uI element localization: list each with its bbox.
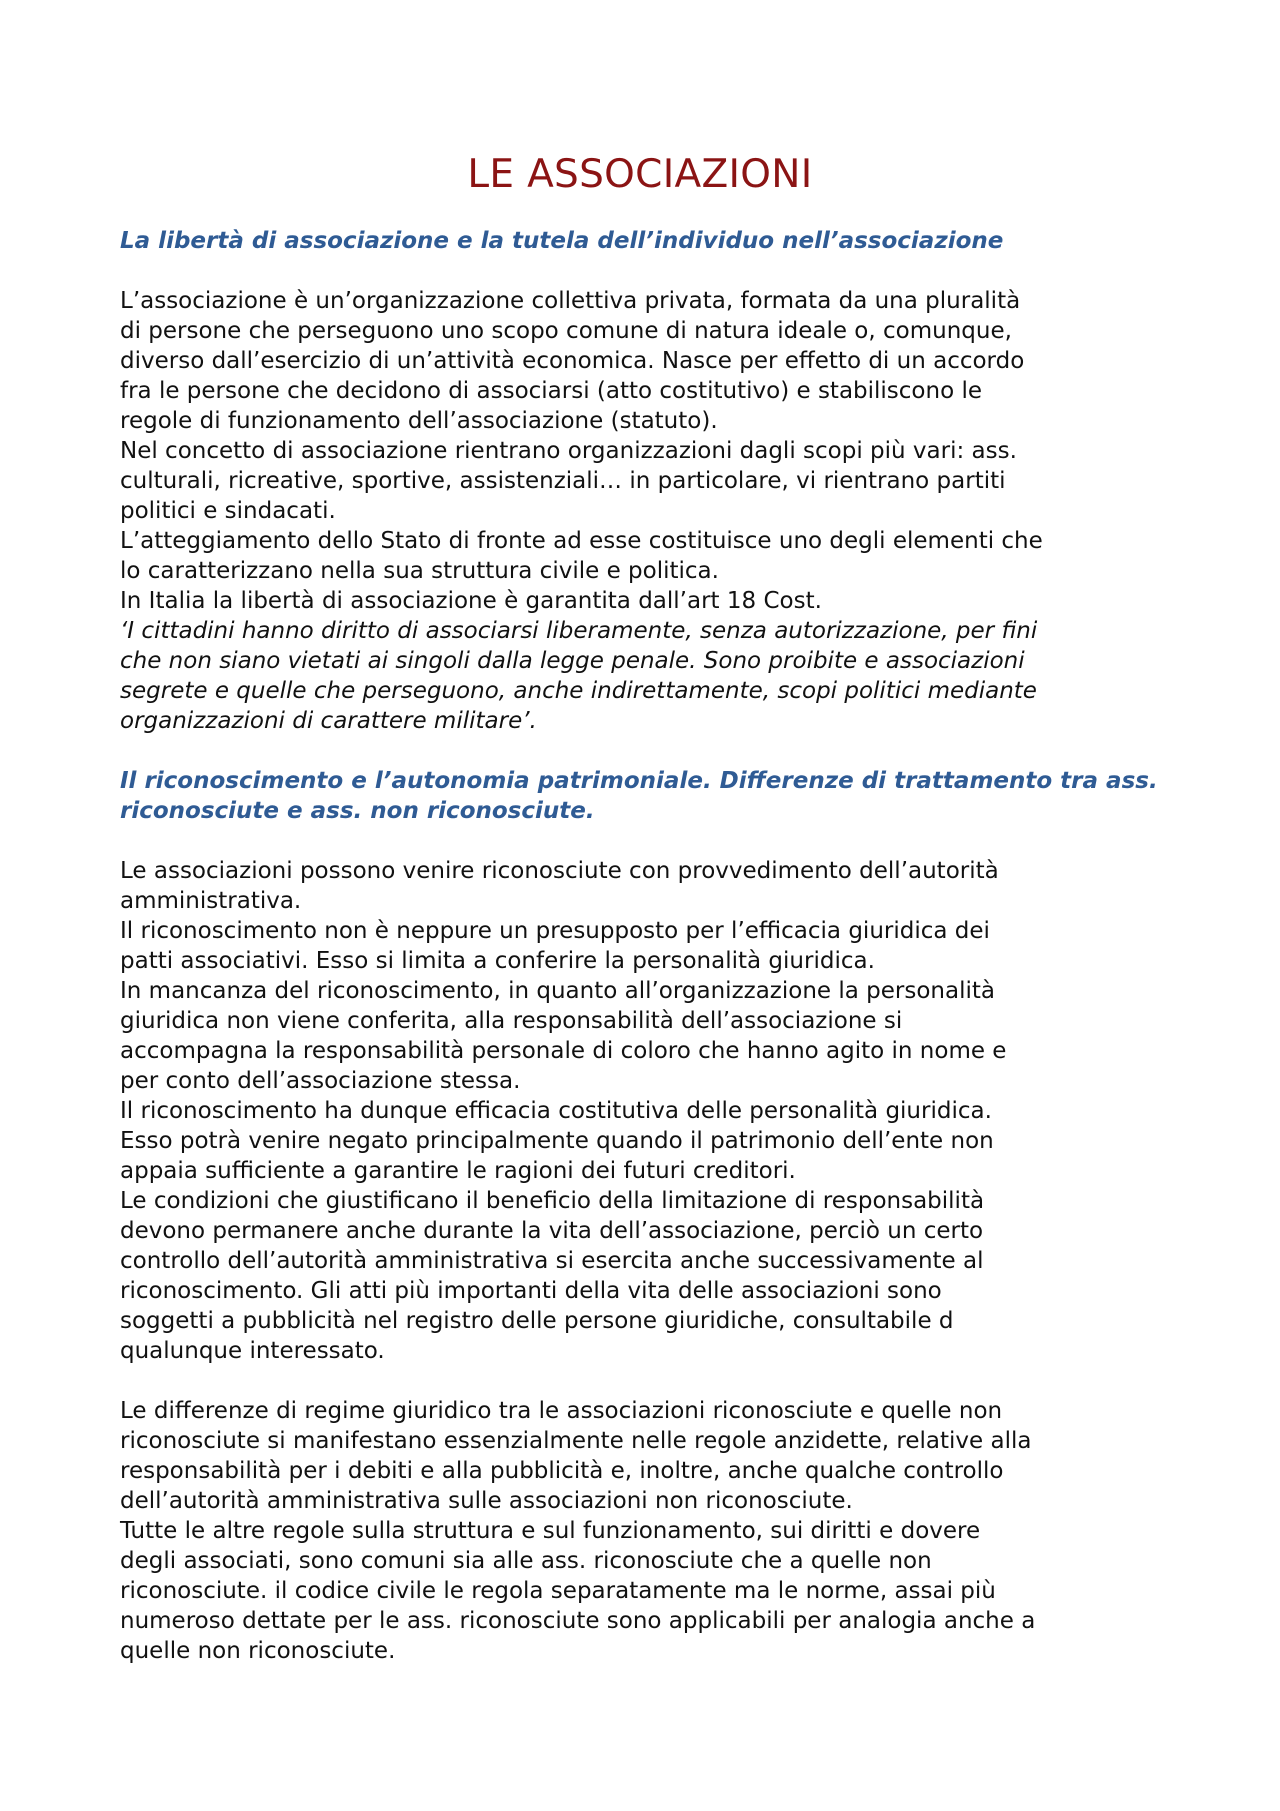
paragraph [120, 1396, 1160, 1516]
text-line: soggetti a pubblicità nel registro delle persone giuridiche, consultabile d [120, 1308, 954, 1334]
text-line: Esso potrà venire negato principalmente quando il patrimonio dell’ente non [120, 1128, 994, 1154]
paragraph [120, 286, 1160, 436]
text-line: Tutte le altre regole sulla struttura e sul funzionamento, sui diritti e dovere [120, 1518, 981, 1544]
text-line: di persone che perseguono uno scopo comune di natura ideale o, comunque, [120, 318, 1012, 344]
text-line: numeroso dettate per le ass. riconosciute sono applicabili per analogia anche a [120, 1608, 1036, 1634]
text-line: L’atteggiamento dello Stato di fronte ad esse costituisce uno degli elementi che [120, 528, 1043, 554]
text-line: regole di funzionamento dell’associazione (statuto). [120, 408, 718, 434]
text-line: patti associativi. Esso si limita a conferire la personalità giuridica. [120, 948, 875, 974]
text-line: che non siano vietati ai singoli dalla legge penale. Sono proibite e associazioni [120, 648, 1025, 674]
text-line: diverso dall’esercizio di un’attività economica. Nasce per effetto di un accordo [120, 348, 1025, 374]
text-line: politici e sindacati. [120, 498, 336, 524]
text-line: ‘I cittadini hanno diritto di associarsi liberamente, senza autorizzazione, per fini [120, 618, 1038, 644]
text-line: degli associati, sono comuni sia alle ass. riconosciute che a quelle non [120, 1548, 932, 1574]
heading-line: Il riconoscimento e l’autonomia patrimoniale. Differenze di trattamento tra ass. [120, 768, 1158, 794]
section-heading [120, 226, 1160, 256]
paragraph [120, 436, 1160, 526]
text-line: quelle non riconosciute. [120, 1638, 396, 1664]
paragraph [120, 916, 1160, 976]
text-line: culturali, ricreative, sportive, assistenziali… in particolare, vi rientrano partiti [120, 468, 1006, 494]
paragraph [120, 586, 1160, 616]
text-line: Le differenze di regime giuridico tra le associazioni riconosciute e quelle non [120, 1398, 1003, 1424]
text-line: In Italia la libertà di associazione è garantita dall’art 18 Cost. [120, 588, 822, 614]
paragraph [120, 1186, 1160, 1366]
text-line: Il riconoscimento non è neppure un presupposto per l’efficacia giuridica dei [120, 918, 990, 944]
paragraph [120, 526, 1160, 586]
heading-line: La libertà di associazione e la tutela dell’individuo nell’associazione [120, 228, 1004, 254]
text-line: segrete e quelle che perseguono, anche indirettamente, scopi politici mediante [120, 678, 1037, 704]
text-line: dell’autorità amministrativa sulle associazioni non riconosciute. [120, 1488, 853, 1514]
paragraph [120, 856, 1160, 916]
section-2 [120, 766, 1160, 1666]
page-title: LE ASSOCIAZIONI [467, 152, 813, 197]
paragraph [120, 1096, 1160, 1186]
text-line: Le associazioni possono venire riconosciute con provvedimento dell’autorità [120, 858, 999, 884]
text-line: Nel concetto di associazione rientrano organizzazioni dagli scopi più vari: ass. [120, 438, 1017, 464]
text-line: qualunque interessato. [120, 1338, 385, 1364]
paragraph-spacer [120, 1366, 1160, 1396]
document-body [120, 226, 1160, 1666]
text-line: accompagna la responsabilità personale di coloro che hanno agito in nome e [120, 1038, 1007, 1064]
text-line: amministrativa. [120, 888, 302, 914]
text-line: Le condizioni che giustificano il beneficio della limitazione di responsabilità [120, 1188, 985, 1214]
text-line: organizzazioni di carattere militare’. [120, 708, 537, 734]
paragraph [120, 1516, 1160, 1666]
paragraph-group [120, 856, 1160, 1666]
text-line: giuridica non viene conferita, alla responsabilità dell’associazione si [120, 1008, 903, 1034]
text-line: riconosciute si manifestano essenzialmente nelle regole anzidette, relative alla [120, 1428, 1032, 1454]
text-line: responsabilità per i debiti e alla pubblicità e, inoltre, anche qualche controllo [120, 1458, 1004, 1484]
text-line: riconoscimento. Gli atti più importanti della vita delle associazioni sono [120, 1278, 942, 1304]
paragraph-group [120, 286, 1160, 736]
constitution-quote [120, 616, 1160, 736]
text-line: devono permanere anche durante la vita dell’associazione, perciò un certo [120, 1218, 984, 1244]
text-line: lo caratterizzano nella sua struttura civile e politica. [120, 558, 719, 584]
paragraph [120, 976, 1160, 1096]
text-line: riconosciute. il codice civile le regola separatamente ma le norme, assai più [120, 1578, 996, 1604]
section-heading [120, 766, 1160, 826]
heading-line: riconosciute e ass. non riconosciute. [120, 798, 595, 824]
text-line: fra le persone che decidono di associarsi (atto costitutivo) e stabiliscono le [120, 378, 983, 404]
text-line: L’associazione è un’organizzazione collettiva privata, formata da una pluralità [120, 288, 1021, 314]
text-line: In mancanza del riconoscimento, in quanto all’organizzazione la personalità [120, 978, 995, 1004]
text-line: controllo dell’autorità amministrativa si esercita anche successivamente al [120, 1248, 984, 1274]
text-line: Il riconoscimento ha dunque efficacia costitutiva delle personalità giuridica. [120, 1098, 992, 1124]
section-1 [120, 226, 1160, 736]
text-line: per conto dell’associazione stessa. [120, 1068, 521, 1094]
text-line: appaia sufficiente a garantire le ragioni dei futuri creditori. [120, 1158, 796, 1184]
